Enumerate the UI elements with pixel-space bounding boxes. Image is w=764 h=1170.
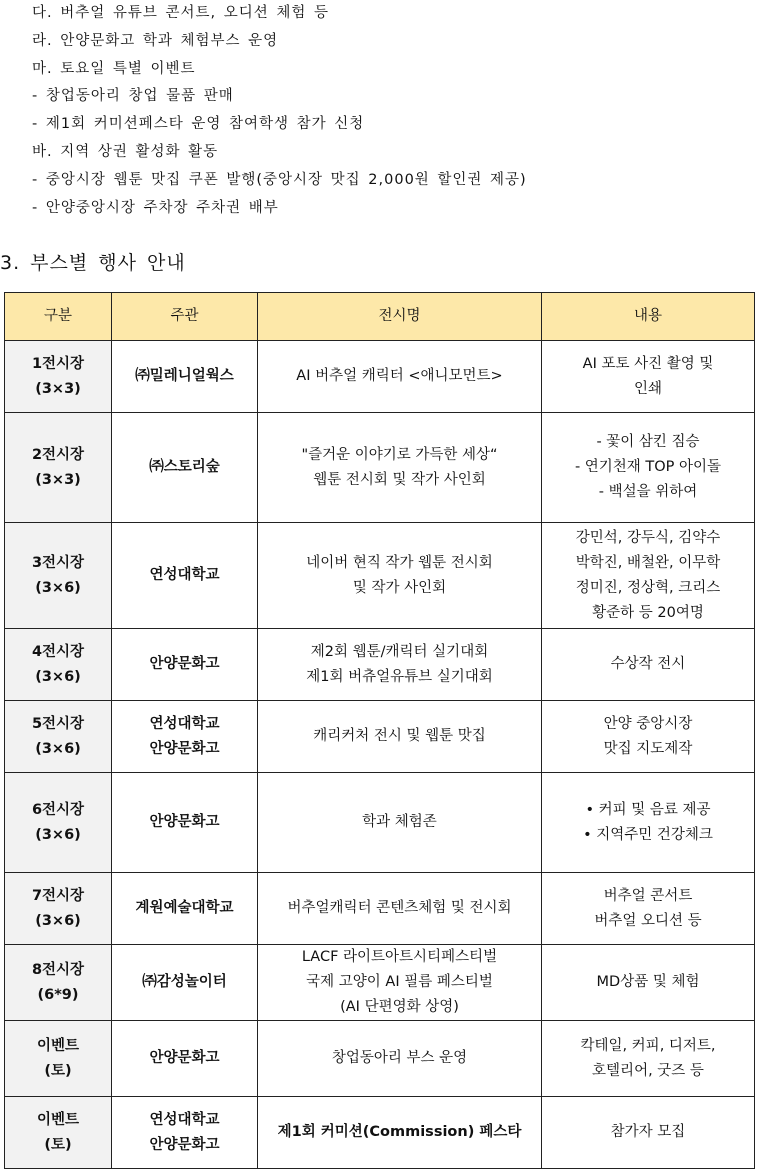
cell-line: (토) [44, 1062, 72, 1079]
table-header-row [5, 293, 755, 341]
cell-org [112, 1097, 258, 1169]
cell-line: 연성대학교 [149, 567, 220, 583]
cell-title [258, 1021, 542, 1097]
section-title: 3. 부스별 행사 안내 [0, 252, 186, 274]
cell-gubun [5, 1021, 112, 1097]
cell-title [258, 413, 542, 523]
cell-content [542, 773, 755, 873]
cell-line: 3전시장 [31, 554, 85, 571]
cell-line: ㈜밀레니얼웍스 [135, 368, 234, 384]
cell-line: MD상품 및 체험 [596, 974, 700, 990]
cell-line: 창업동아리 부스 운영 [331, 1050, 468, 1066]
table-row [5, 873, 755, 945]
table-row [5, 523, 755, 629]
cell-line: 칵테일, 커피, 디저트, [580, 1037, 716, 1054]
cell-line: 참가자 모집 [610, 1124, 686, 1140]
cell-gubun [5, 341, 112, 413]
cell-line: 황준하 등 20여명 [592, 604, 704, 621]
cell-line: 1전시장 [31, 355, 85, 372]
booth-event-table [4, 292, 755, 1169]
cell-line: 버추얼캐릭터 콘텐츠체험 및 전시회 [287, 900, 512, 916]
cell-line: 국제 고양이 AI 필름 페스티벌 [306, 974, 493, 990]
cell-line: 인쇄 [633, 380, 662, 397]
cell-title [258, 773, 542, 873]
list-item: 다. 버추얼 유튜브 콘서트, 오디션 체험 등 [32, 5, 329, 21]
cell-gubun [5, 701, 112, 773]
cell-title [258, 873, 542, 945]
cell-line: (3×6) [35, 740, 81, 757]
cell-org [112, 523, 258, 629]
cell-line: 학과 체험존 [362, 814, 437, 830]
cell-content [542, 523, 755, 629]
cell-line: (3×6) [35, 668, 81, 685]
cell-title [258, 701, 542, 773]
cell-org [112, 629, 258, 701]
cell-line: 이벤트 [36, 1111, 80, 1128]
cell-line: 버추얼 콘서트 [603, 887, 693, 904]
cell-line: 5전시장 [31, 715, 85, 732]
table-row [5, 945, 755, 1021]
cell-org [112, 873, 258, 945]
cell-line: 및 작가 사인회 [352, 579, 447, 596]
cell-line: - 연기천재 TOP 아이돌 [574, 459, 722, 475]
list-item: - 제1회 커미션페스타 운영 참여학생 참가 신청 [32, 116, 365, 133]
cell-line: 제2회 웹툰/캐릭터 실기대회 [310, 643, 489, 660]
cell-line: • 커피 및 음료 제공 [585, 801, 711, 818]
cell-org [112, 773, 258, 873]
cell-gubun [5, 1097, 112, 1169]
cell-line: 박학진, 배철완, 이무학 [575, 554, 721, 571]
cell-line: ㈜감성놀이터 [142, 974, 227, 990]
cell-line: 호텔리어, 굿즈 등 [592, 1062, 704, 1079]
cell-title [258, 523, 542, 629]
cell-org [112, 701, 258, 773]
cell-line: 8전시장 [31, 961, 85, 978]
cell-line: 안양문화고 [149, 740, 220, 757]
cell-line: - 백설을 위하여 [598, 484, 698, 500]
table-row [5, 629, 755, 701]
cell-line: 정미진, 정상혁, 크리스 [575, 579, 721, 596]
column-header-org: 주관 [112, 293, 258, 341]
cell-line: 4전시장 [31, 643, 85, 660]
cell-line: 안양문화고 [149, 1050, 220, 1066]
cell-line: 이벤트 [36, 1037, 80, 1054]
table-row [5, 413, 755, 523]
cell-line: 7전시장 [31, 887, 85, 904]
cell-line: LACF 라이트아트시티페스티벌 [301, 949, 498, 965]
cell-line: (3×6) [35, 912, 81, 929]
cell-line: AI 포토 사진 촬영 및 [582, 355, 714, 372]
cell-content [542, 629, 755, 701]
cell-line: AI 버추얼 캐릭터 <애니모먼트> [296, 368, 503, 384]
table-row [5, 701, 755, 773]
cell-line: 네이버 현직 작가 웹툰 전시회 [306, 554, 493, 571]
cell-org [112, 341, 258, 413]
list-item: 라. 안양문화고 학과 체험부스 운영 [32, 32, 279, 49]
cell-gubun [5, 873, 112, 945]
cell-line: 2전시장 [31, 446, 85, 463]
cell-title [258, 341, 542, 413]
cell-content [542, 701, 755, 773]
cell-line: (3×6) [35, 579, 81, 596]
cell-line: 맛집 지도제작 [603, 740, 693, 757]
list-item: - 안양중앙시장 주차장 주차권 배부 [32, 199, 279, 216]
cell-line: 안양 중앙시장 [603, 715, 693, 732]
cell-title [258, 1097, 542, 1169]
cell-line: 안양문화고 [149, 1136, 220, 1153]
cell-org [112, 413, 258, 523]
cell-line: 안양문화고 [149, 656, 220, 672]
cell-gubun [5, 523, 112, 629]
cell-line: • 지역주민 건강체크 [583, 826, 713, 843]
cell-line: (AI 단편영화 상영) [340, 999, 459, 1015]
list-item: 마. 토요일 특별 이벤트 [32, 60, 196, 77]
cell-line: 버추얼 오디션 등 [594, 912, 702, 929]
cell-content [542, 413, 755, 523]
cell-title [258, 945, 542, 1021]
cell-line: 웹툰 전시회 및 작가 사인회 [313, 471, 486, 488]
cell-line: 계원예술대학교 [135, 900, 234, 916]
table-row [5, 341, 755, 413]
list-item: - 중앙시장 웹툰 맛집 쿠폰 발행(중앙시장 맛집 2,000원 할인권 제공) [32, 171, 527, 188]
cell-org [112, 945, 258, 1021]
cell-line: 안양문화고 [149, 814, 220, 830]
list-item: 바. 지역 상권 활성화 활동 [32, 143, 219, 160]
cell-gubun [5, 945, 112, 1021]
cell-content [542, 945, 755, 1021]
cell-line: 연성대학교 [149, 1111, 220, 1128]
table-row [5, 1021, 755, 1097]
cell-line: 수상작 전시 [610, 656, 686, 672]
cell-line: (토) [44, 1136, 72, 1153]
column-header-gubun: 구분 [5, 293, 112, 341]
cell-line: 연성대학교 [149, 715, 220, 732]
cell-org [112, 1021, 258, 1097]
cell-content [542, 1097, 755, 1169]
cell-content [542, 341, 755, 413]
cell-line: 6전시장 [31, 801, 85, 818]
cell-content [542, 873, 755, 945]
cell-line: - 꽃이 삼킨 짐승 [596, 434, 700, 450]
cell-gubun [5, 413, 112, 523]
column-header-title: 전시명 [258, 293, 542, 341]
cell-title [258, 629, 542, 701]
cell-line: (3×3) [35, 471, 81, 488]
cell-line: "즐거운 이야기로 가득한 세상“ [301, 446, 498, 463]
cell-line: ㈜스토리숲 [149, 459, 220, 475]
intro-list [32, 0, 752, 222]
cell-line: (6*9) [37, 986, 79, 1003]
cell-line: (3×3) [35, 380, 81, 397]
cell-gubun [5, 629, 112, 701]
cell-content [542, 1021, 755, 1097]
table-row [5, 773, 755, 873]
cell-line: 강민석, 강두식, 김약수 [575, 529, 721, 546]
cell-line: 제1회 버츄얼유튜브 실기대회 [306, 668, 493, 685]
list-item: - 창업동아리 창업 물품 판매 [32, 88, 234, 105]
table-row [5, 1097, 755, 1169]
cell-line: 캐리커처 전시 및 웹툰 맛집 [313, 728, 486, 744]
cell-line: (3×6) [35, 826, 81, 843]
cell-line: 제1회 커미션(Commission) 페스타 [277, 1124, 522, 1140]
column-header-content: 내용 [542, 293, 755, 341]
cell-gubun [5, 773, 112, 873]
